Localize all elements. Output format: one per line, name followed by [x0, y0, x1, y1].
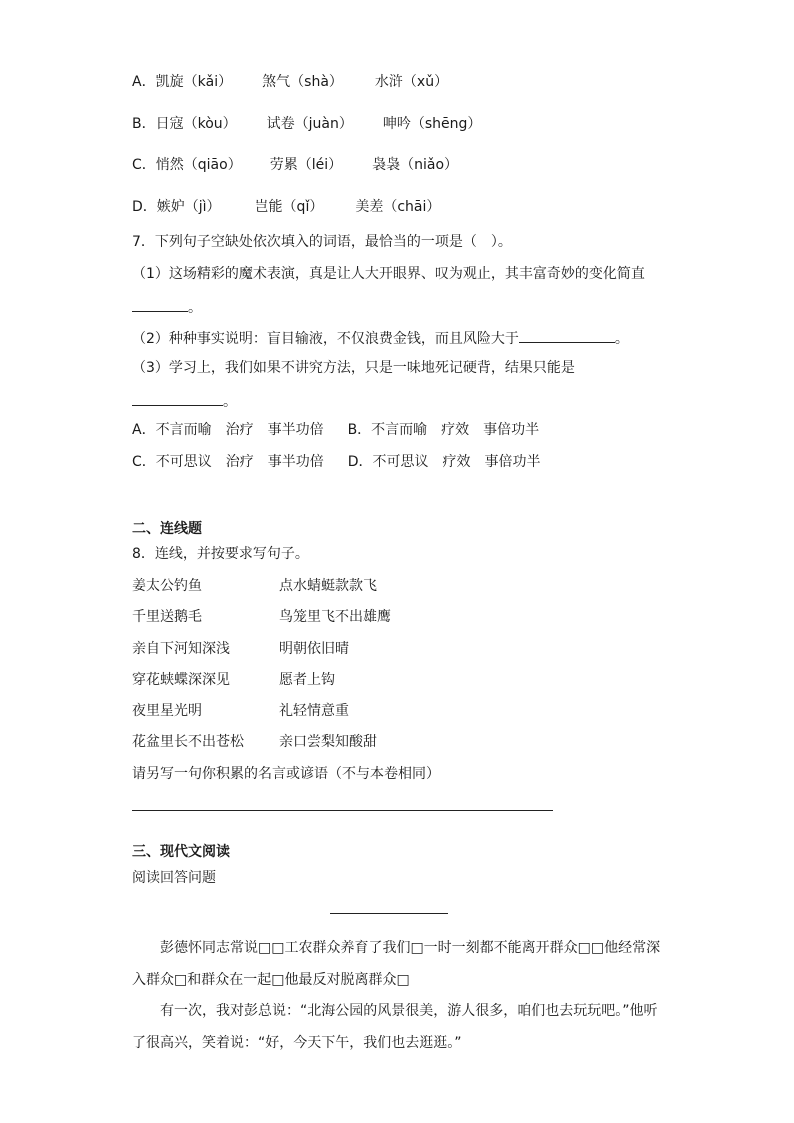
option-letter: A．: [132, 74, 156, 90]
reading-instruction: 阅读回答问题: [132, 870, 216, 886]
sentence-end: 。: [188, 300, 202, 316]
option-letter: D．: [132, 199, 157, 215]
section-3-title: 三、现代文阅读: [132, 844, 230, 860]
match-right-item[interactable]: 鸟笼里飞不出雄鹰: [279, 609, 391, 625]
sentence-end: 。: [223, 394, 237, 410]
option-word-1: 嫉妒（jì）: [156, 199, 221, 215]
q6-option-a: [132, 73, 448, 91]
answer-blank[interactable]: [132, 297, 188, 312]
option-word-3: 美差（chāi）: [355, 199, 441, 215]
write-sentence-prompt: 请另写一句你积累的名言或谚语（不与本卷相同）: [132, 766, 440, 782]
answer-line[interactable]: [132, 810, 553, 811]
q7-option-a: A．不言而喻 治疗 事半功倍: [132, 422, 324, 438]
option-word-3: 呻吟（shēng）: [382, 116, 482, 132]
sentence-end: 。: [614, 331, 629, 347]
option-word-2: 试卷（juàn）: [266, 116, 353, 132]
q6-option-c: [132, 156, 458, 174]
match-right-item[interactable]: 愿者上钩: [279, 672, 335, 688]
option-word-2: 劳累（léi）: [269, 157, 343, 173]
passage-paragraph-2: 有一次，我对彭总说：“北海公园的风景很美，游人很多，咱们也去玩玩吧。”他听了很高兴，笑着说：“好，今天下午，我们也去逛逛。”: [132, 1003, 658, 1051]
q7-sentence-1: （1）这场精彩的魔术表演，真是让人大开眼界、叹为观止，其丰富奇妙的变化简直: [132, 266, 645, 282]
q7-options-row-2: [132, 453, 541, 471]
match-right-item[interactable]: 明朝依旧晴: [279, 641, 349, 657]
match-right-item[interactable]: 点水蜻蜓款款飞: [279, 578, 377, 594]
answer-blank[interactable]: [519, 328, 615, 343]
section-2-title: 二、连线题: [132, 521, 202, 537]
q7-option-d: D．不可思议 疗效 事倍功半: [347, 454, 541, 470]
q7-sentence-3: （3）学习上，我们如果不讲究方法，只是一味地死记硬背，结果只能是: [132, 360, 575, 376]
option-word-1: 悄然（qiāo）: [155, 157, 242, 173]
option-word-1: 凯旋（kǎi）: [155, 74, 233, 90]
match-right-item[interactable]: 亲口尝梨知酸甜: [279, 734, 377, 750]
q7-option-c: C．不可思议 治疗 事半功倍: [132, 454, 324, 470]
option-letter: C．: [132, 157, 156, 173]
match-left-item[interactable]: 姜太公钓鱼: [132, 578, 202, 594]
passage-paragraph-1: 彭德怀同志常说□□工农群众养育了我们□一时一刻都不能离开群众□□他经常深入群众□和群众在一起□他最反对脱离群众□: [132, 940, 661, 988]
q7-options-row-1: [132, 421, 539, 439]
option-word-1: 日寇（kòu）: [155, 116, 237, 132]
match-left-item[interactable]: 千里送鹅毛: [132, 609, 202, 625]
option-word-2: 岂能（qǐ）: [254, 199, 324, 215]
match-right-item[interactable]: 礼轻情意重: [279, 703, 349, 719]
q7-sentence-1-blank-line: [132, 297, 202, 317]
passage-title-blank[interactable]: [330, 913, 448, 914]
match-left-item[interactable]: 穿花蛱蝶深深见: [132, 672, 230, 688]
option-word-3: 水浒（xǔ）: [374, 74, 449, 90]
q7-stem: 7．下列句子空缺处依次填入的词语，最恰当的一项是（ ）。: [132, 234, 512, 250]
q7-sentence-3-blank-line: [132, 391, 237, 411]
option-word-3: 袅袅（niǎo）: [372, 157, 459, 173]
match-left-item[interactable]: 亲自下河知深浅: [132, 641, 230, 657]
match-left-item[interactable]: 夜里星光明: [132, 703, 202, 719]
match-left-item[interactable]: 花盆里长不出苍松: [132, 734, 244, 750]
q6-option-b: [132, 115, 481, 133]
q7-sentence-2: [132, 328, 629, 348]
answer-blank[interactable]: [132, 391, 223, 406]
option-letter: B．: [132, 116, 156, 132]
q6-option-d: [132, 198, 440, 216]
option-word-2: 煞气（shà）: [262, 74, 343, 90]
q8-stem: 8．连线，并按要求写句子。: [132, 546, 309, 562]
q7-option-b: B．不言而喻 疗效 事倍功半: [347, 422, 540, 438]
sentence-text: （2）种种事实说明：盲目输液，不仅浪费金钱，而且风险大于: [132, 331, 519, 347]
